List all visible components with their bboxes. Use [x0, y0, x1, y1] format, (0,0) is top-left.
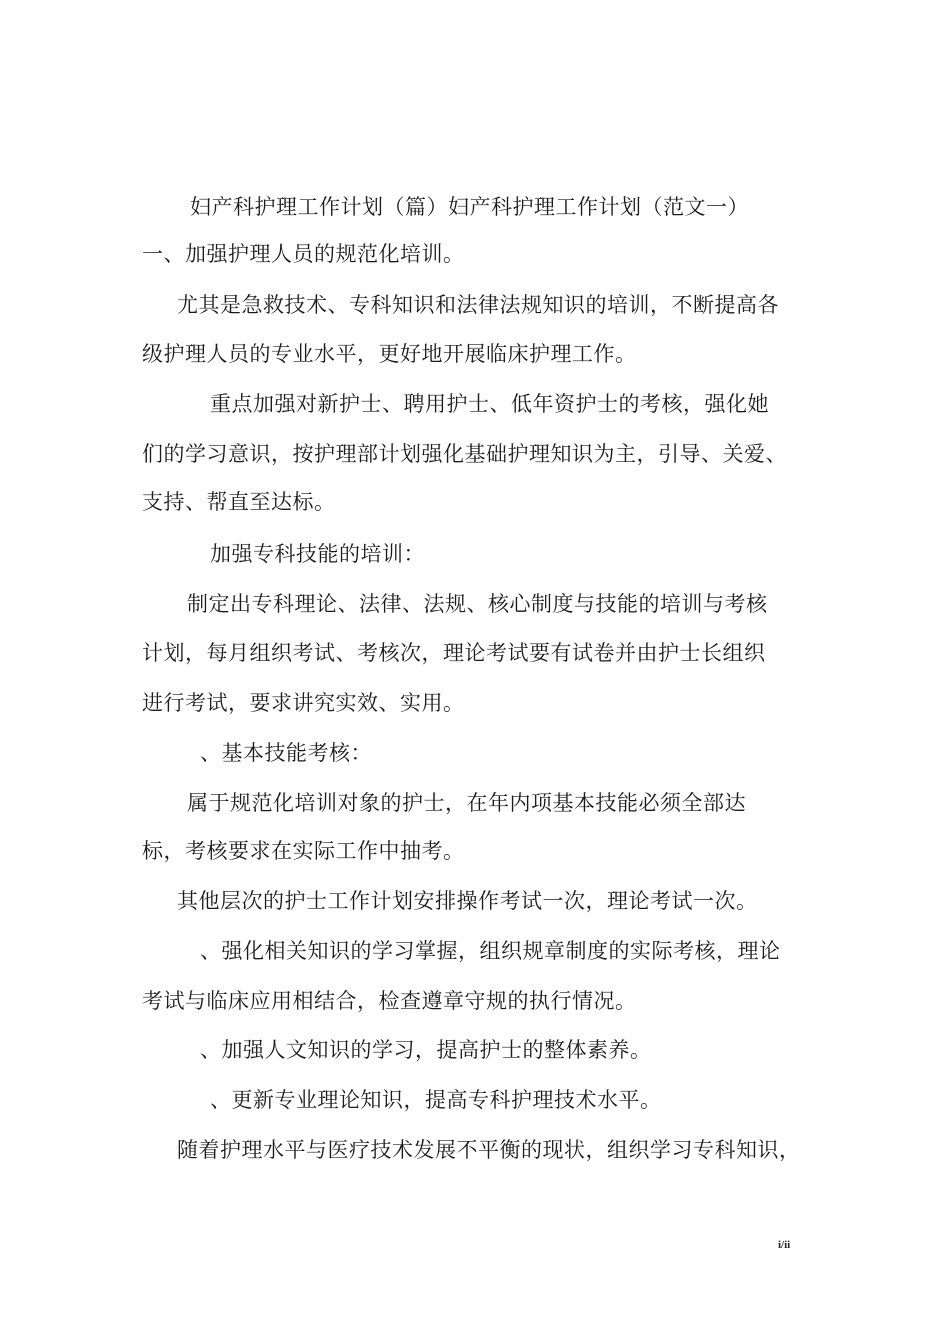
paragraph-line: 进行考试，要求讲究实效、实用。	[142, 691, 465, 715]
section-heading-2: 加强专科技能的培训：	[210, 542, 425, 566]
paragraph-line: 、加强人文知识的学习，提高护士的整体素养。	[200, 1038, 652, 1062]
paragraph-line: 、更新专业理论知识，提高专科护理技术水平。	[210, 1088, 662, 1112]
paragraph-line: 、强化相关知识的学习掌握，组织规章制度的实际考核，理论	[200, 939, 781, 963]
paragraph-line: 计划，每月组织考试、考核次，理论考试要有试卷并由护士长组织	[142, 641, 766, 665]
paragraph-line: 标，考核要求在实际工作中抽考。	[142, 839, 465, 863]
paragraph-line: 们的学习意识，按护理部计划强化基础护理知识为主，引导、关爱、	[142, 442, 787, 466]
document-title: 妇产科护理工作计划（篇）妇产科护理工作计划（范文一）	[190, 195, 749, 219]
paragraph-line: 制定出专科理论、法律、法规、核心制度与技能的培训与考核	[187, 592, 768, 616]
section-heading-3: 、基本技能考核：	[200, 741, 372, 765]
paragraph-line: 级护理人员的专业水平，更好地开展临床护理工作。	[142, 342, 637, 366]
page-number: i/ii	[778, 1239, 791, 1251]
paragraph-line: 支持、帮直至达标。	[142, 490, 336, 514]
paragraph-line: 属于规范化培训对象的护士，在年内项基本技能必须全部达	[187, 791, 746, 815]
paragraph-line: 尤其是急救技术、专科知识和法律法规知识的培训，不断提高各	[177, 293, 779, 317]
paragraph-line: 随着护理水平与医疗技术发展不平衡的现状，组织学习专科知识，	[177, 1138, 801, 1162]
paragraph-line: 考试与临床应用相结合，检查遵章守规的执行情况。	[142, 989, 637, 1013]
section-heading-1: 一、加强护理人员的规范化培训。	[142, 242, 465, 266]
paragraph-line: 其他层次的护士工作计划安排操作考试一次，理论考试一次。	[177, 889, 758, 913]
paragraph-line: 重点加强对新护士、聘用护士、低年资护士的考核，强化她	[210, 392, 769, 416]
